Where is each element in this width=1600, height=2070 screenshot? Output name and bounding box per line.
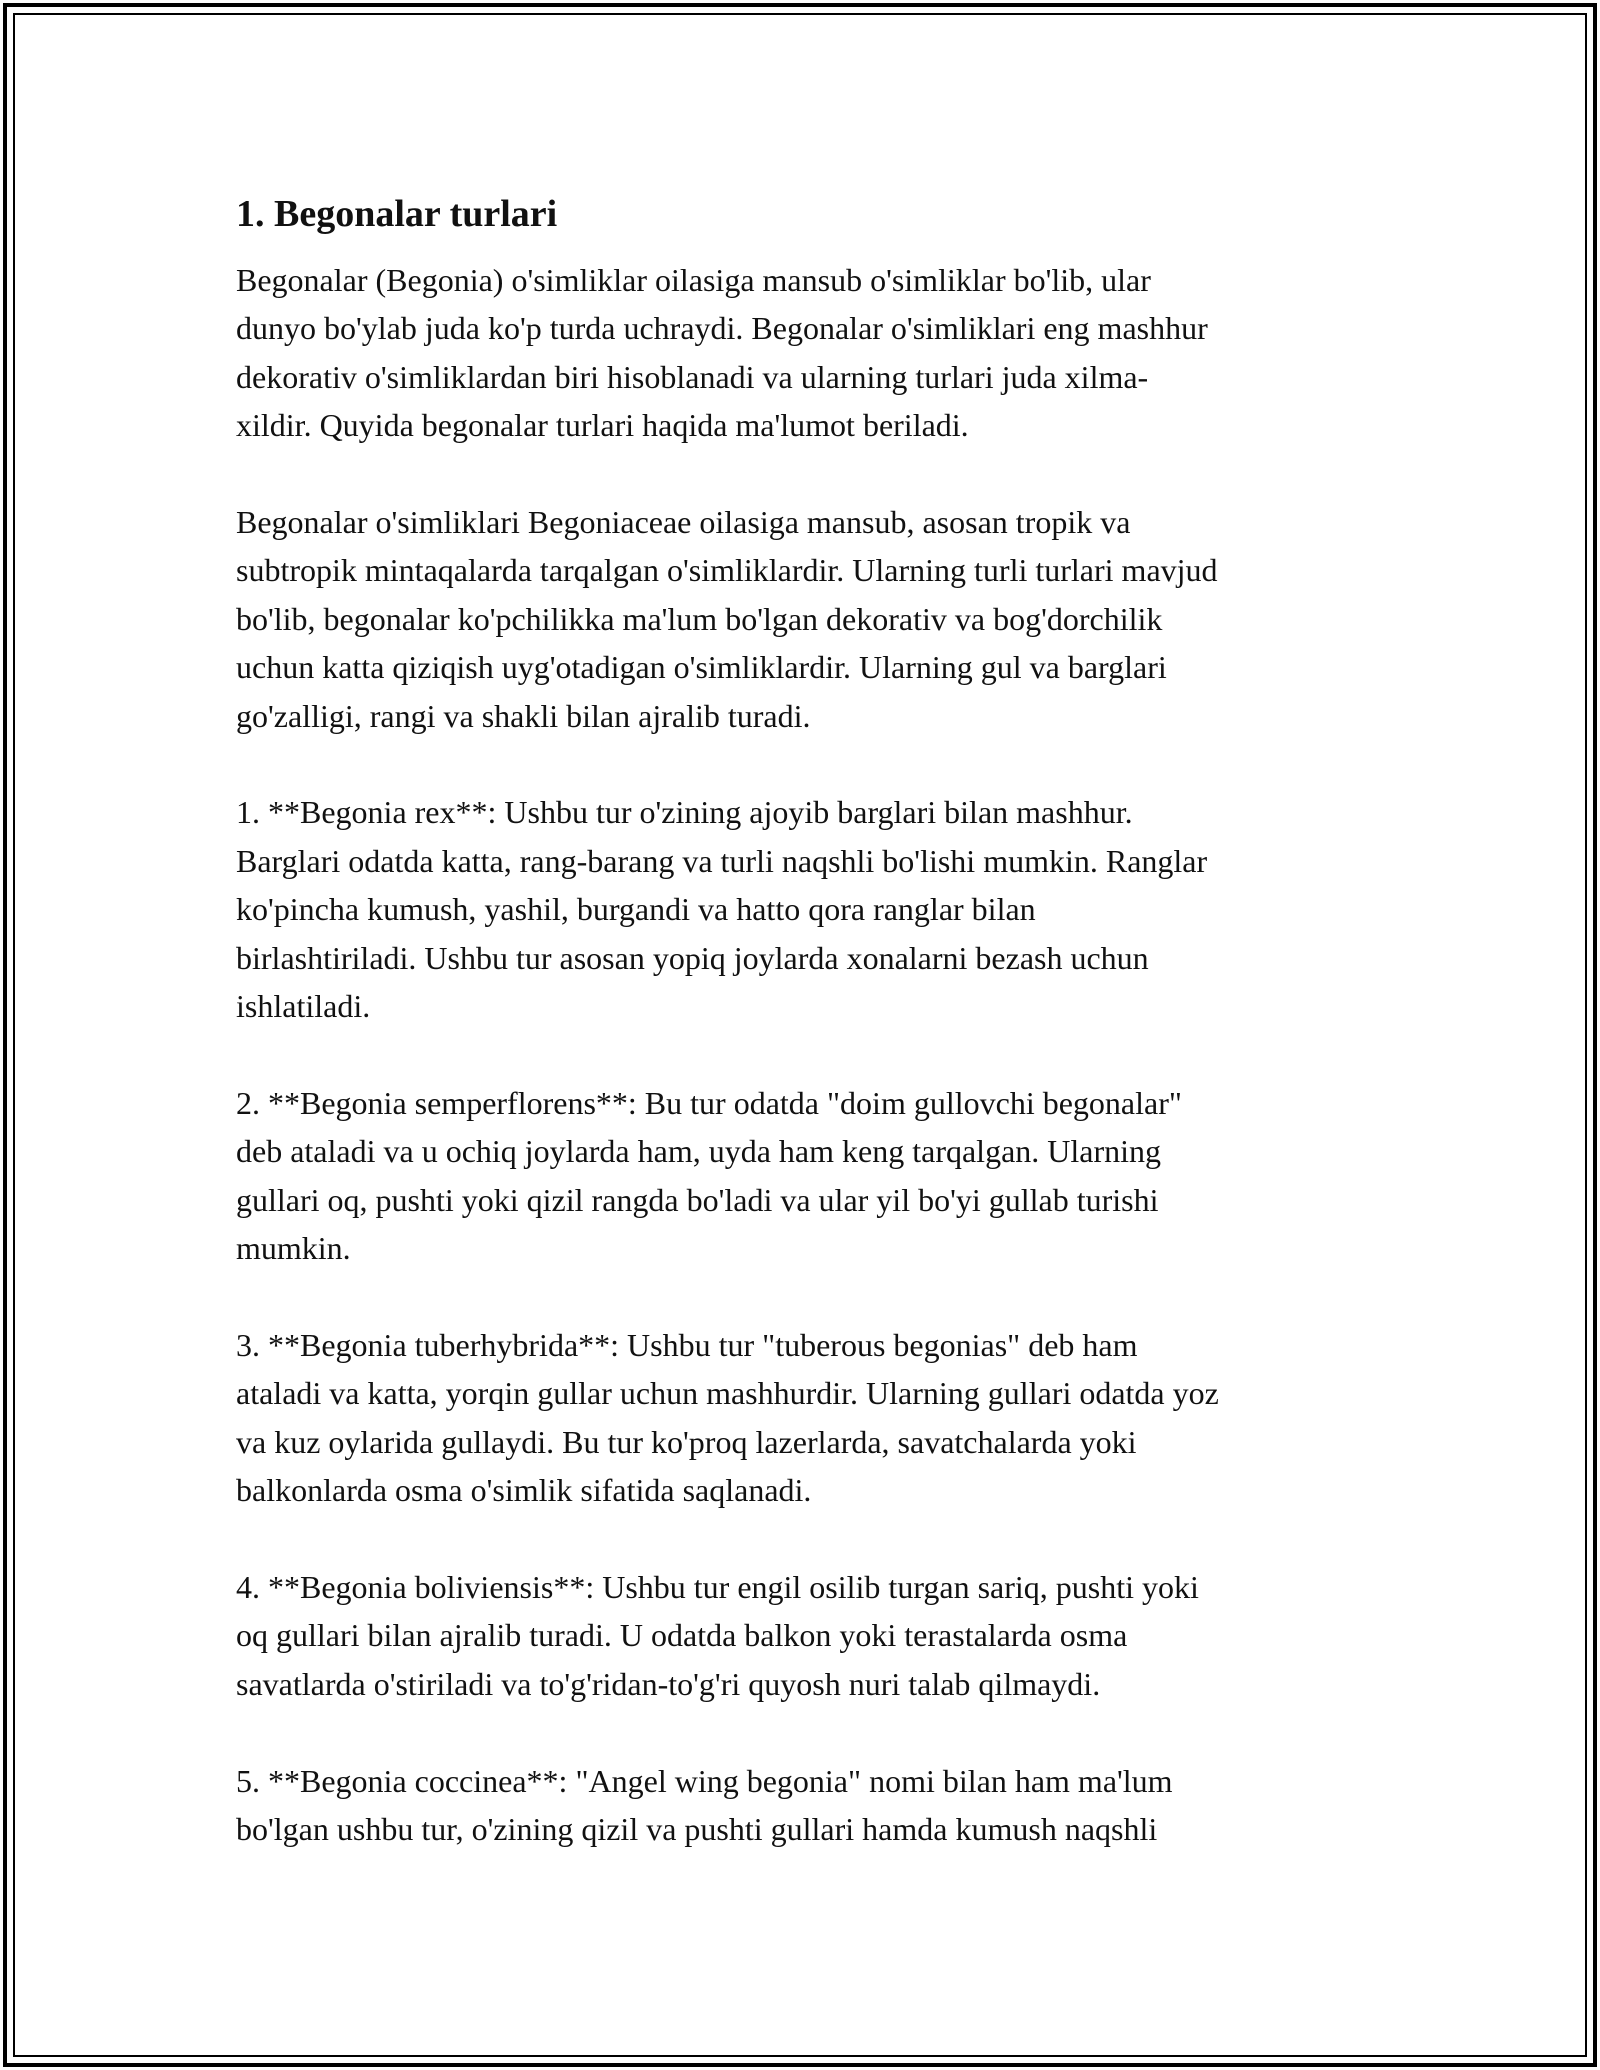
list-item-begonia-boliviensis: 4. **Begonia boliviensis**: Ushbu tur engil osilib turgan sariq, pushti yoki oq gullari bilan ajralib turadi. U odatda balkon yoki terastalarda osma savatlarda o'stiriladi va to'g'ridan-to'g'ri quyosh nuri talab qilmaydi. (236, 1568, 1199, 1702)
document-body (236, 186, 1386, 1902)
intro-paragraph: Begonalar (Begonia) o'simliklar oilasiga mansub o'simliklar bo'lib, ular dunyo bo'ylab juda ko'p turda uchraydi. Begonalar o'simliklari eng mashhur dekorativ o'simliklardan biri hisoblanadi va ularning turlari juda xilma- xildir. Quyida begonalar turlari haqida ma'lumot beriladi. (236, 262, 1208, 444)
family-paragraph: Begonalar o'simliklari Begoniaceae oilasiga mansub, asosan tropik va subtropik mintaqalarda tarqalgan o'simliklardir. Ularning turli turlari mavjud bo'lib, begonalar ko'pchilikka ma'lum bo'lgan dekorativ va bog'dorchilik uchun katta qiziqish uyg'otadigan o'simliklardir. Ularning gul va barglari go'zalligi, rangi va shakli bilan ajralib turadi. (236, 504, 1218, 734)
list-item-begonia-tuberhybrida: 3. **Begonia tuberhybrida**: Ushbu tur "tuberous begonias" deb ham ataladi va katta, yorqin gullar uchun mashhurdir. Ularning gullari odatda yoz va kuz oylarida gullaydi. Bu tur ko'proq lazerlarda, savatchalarda yoki balkonlarda osma o'simlik sifatida saqlanadi. (236, 1326, 1219, 1509)
section-heading: 1. Begonalar turlari (236, 193, 558, 235)
list-item-begonia-semperflorens: 2. **Begonia semperflorens**: Bu tur odatda "doim gullovchi begonalar" deb ataladi va u ochiq joylarda ham, uyda ham keng tarqalgan. Ularning gullari oq, pushti yoki qizil rangda bo'ladi va ular yil bo'yi gullab turishi mumkin. (236, 1084, 1182, 1267)
list-item-begonia-coccinea: 5. **Begonia coccinea**: "Angel wing begonia" nomi bilan ham ma'lum bo'lgan ushbu tur, o'zining qizil va pushti gullari hamda kumush naqshli (236, 1762, 1173, 1847)
list-item-begonia-rex: 1. **Begonia rex**: Ushbu tur o'zining ajoyib barglari bilan mashhur. Barglari odatda katta, rang-barang va turli naqshli bo'lishi mumkin. Ranglar ko'pincha kumush, yashil, burgandi va hatto qora ranglar bilan birlashtiriladi. Ushbu tur asosan yopiq joylarda xonalarni bezash uchun ishlatiladi. (236, 794, 1208, 1025)
